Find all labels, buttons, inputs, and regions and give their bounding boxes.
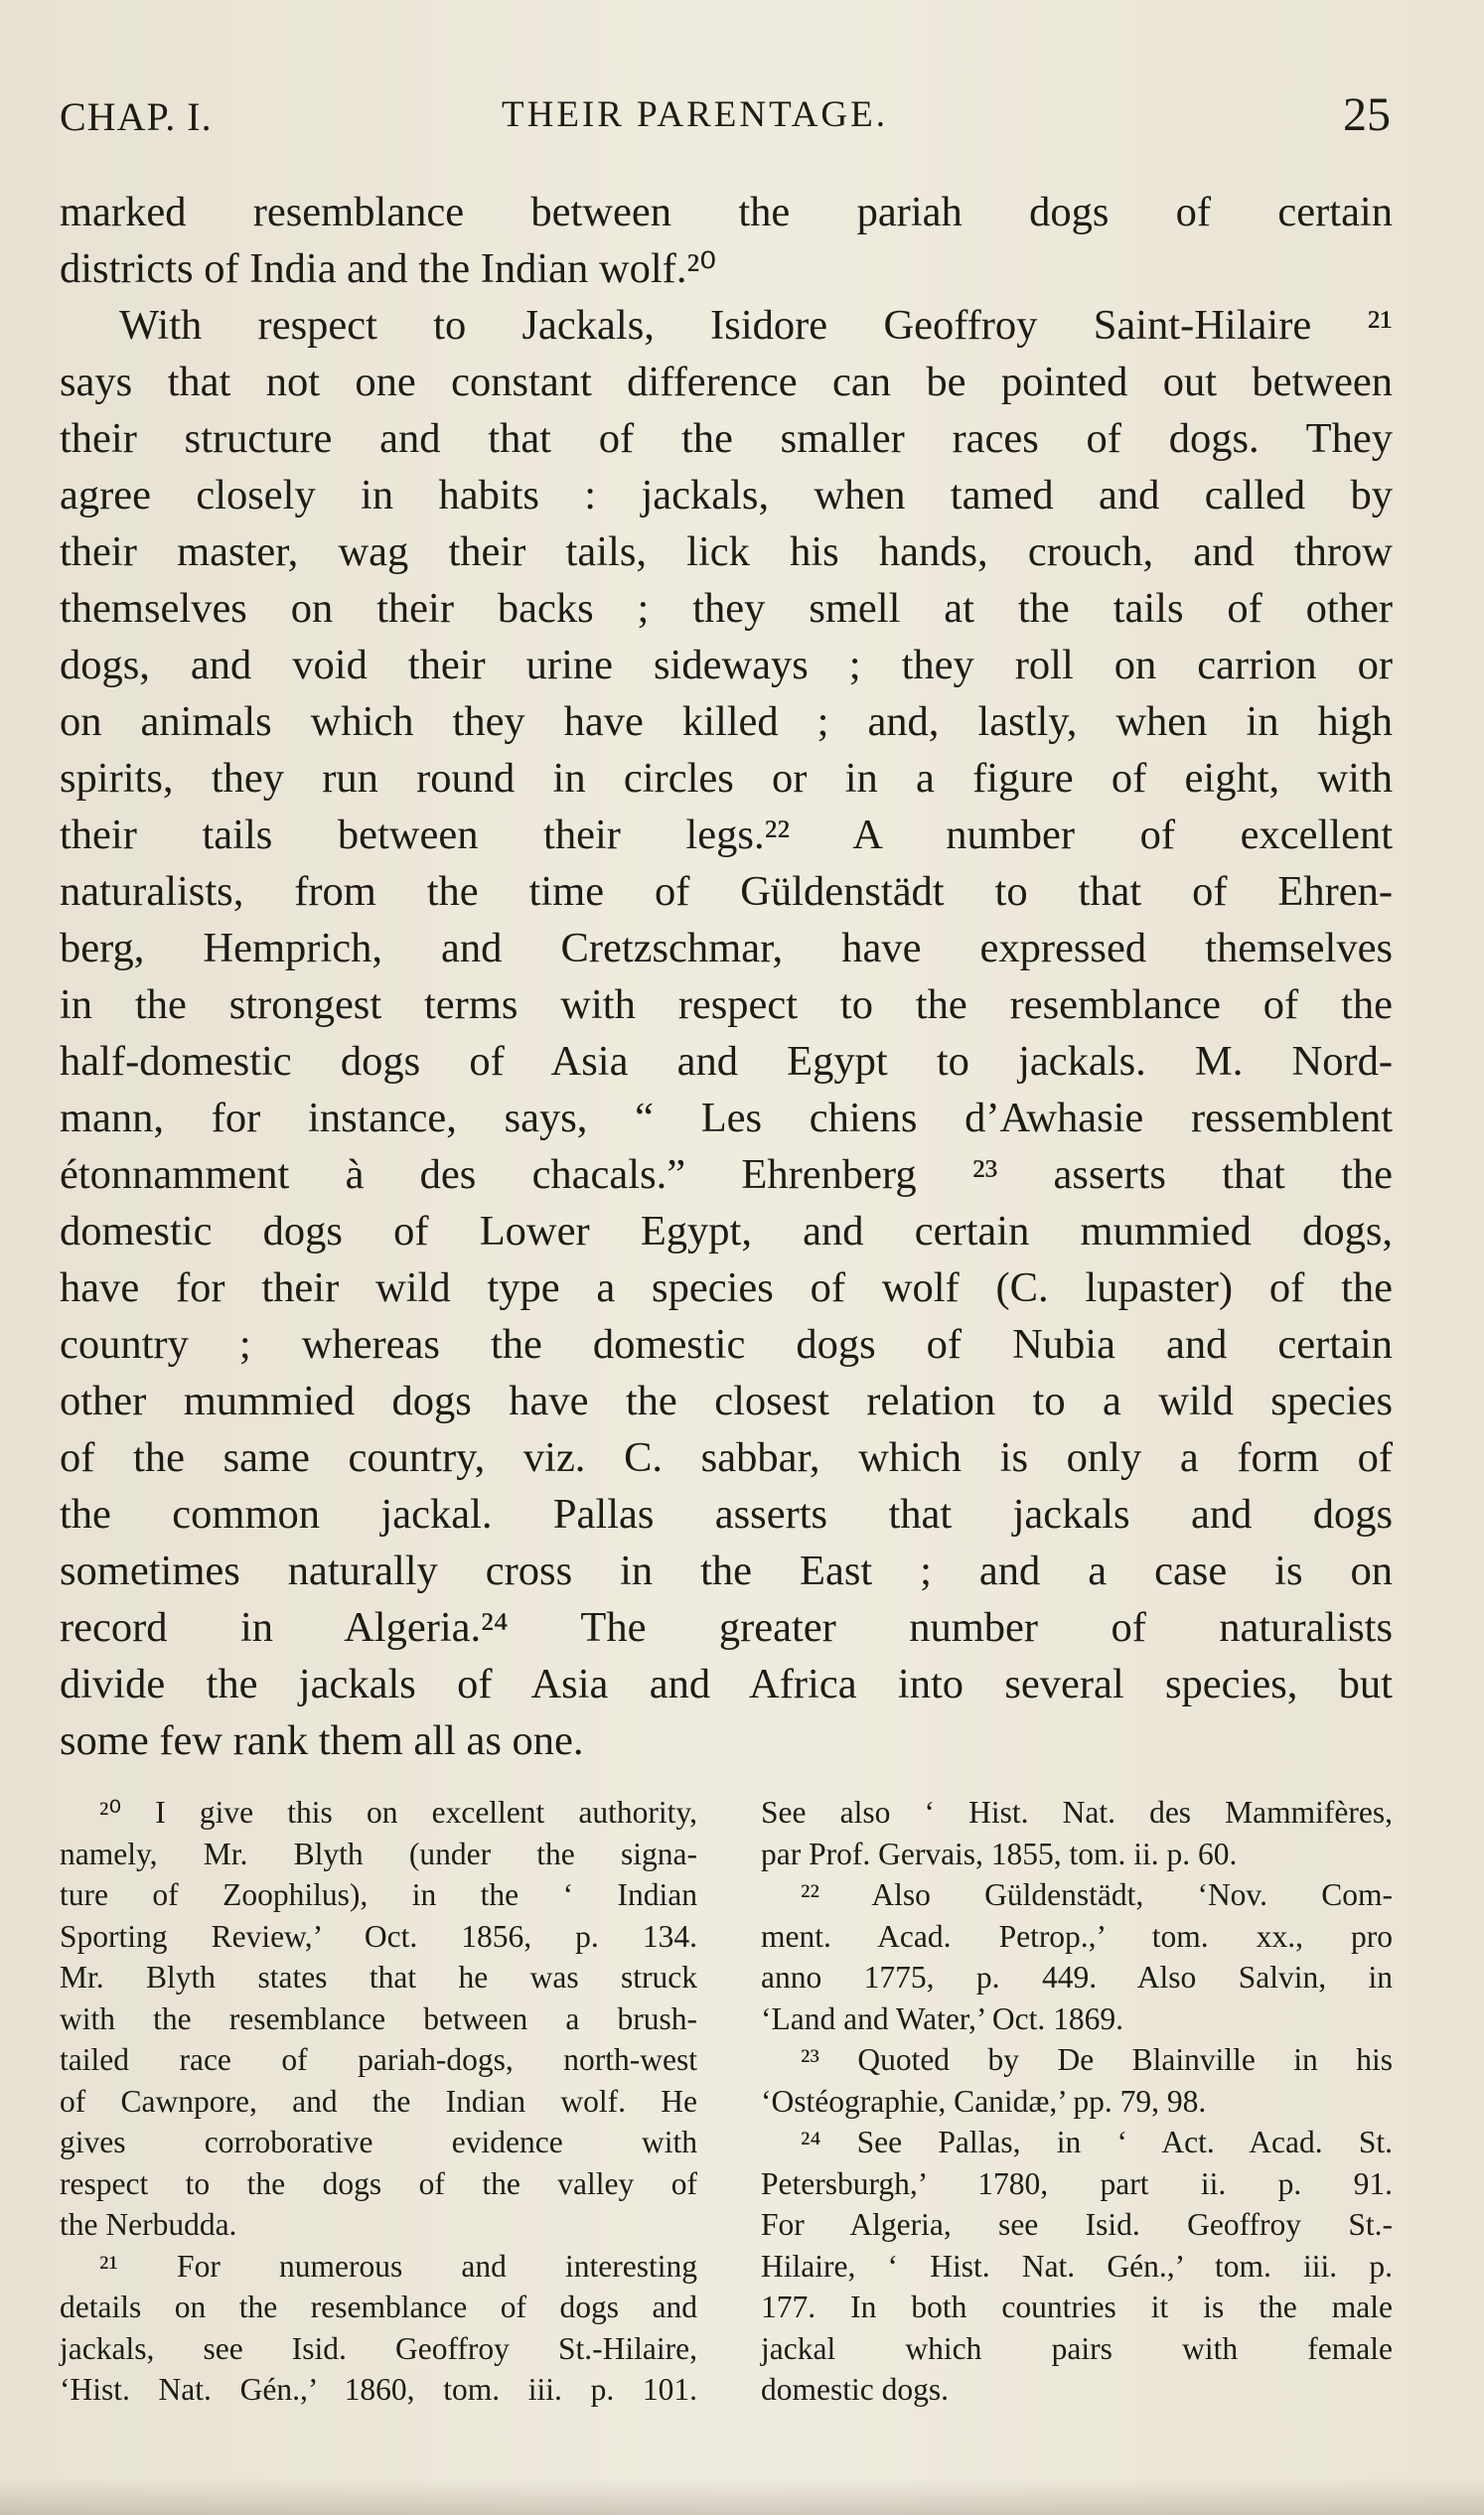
text-line: the common jackal. Pallas asserts that jackals and dogs (60, 1491, 1393, 1538)
footnote-line: gives corroborative evidence with (60, 2125, 697, 2159)
footnote-line: Sporting Review,’ Oct. 1856, p. 134. (60, 1918, 697, 1954)
footnotes-left-column (60, 1792, 697, 2411)
footnote-line: ‘Hist. Nat. Gén.,’ 1860, tom. iii. p. 101. (60, 2372, 697, 2407)
text-line: sometimes naturally cross in the East ; and a case is on (60, 1548, 1393, 1594)
footnote-line: of Cawnpore, and the Indian wolf. He (60, 2083, 697, 2119)
footnote-line: ‘Ostéographie, Canidæ,’ pp. 79, 98. (761, 2083, 1207, 2119)
footnote-line: par Prof. Gervais, 1855, tom. ii. p. 60. (761, 1836, 1238, 1871)
text-line: their master, wag their tails, lick his hands, crouch, and throw (60, 528, 1393, 575)
footnote-line: Petersburgh,’ 1780, part ii. p. 91. (761, 2165, 1393, 2201)
footnote-line: the Nerbudda. (60, 2207, 237, 2242)
text-line: have for their wild type a species of wolf (C. lupaster) of the (60, 1264, 1393, 1311)
text-line: their tails between their legs.²² A number of excellent (60, 812, 1393, 858)
footnote-line: with the resemblance between a brush- (60, 2000, 697, 2036)
footnote-line: ²¹ For numerous and interesting (99, 2248, 697, 2284)
text-line: With respect to Jackals, Isidore Geoffroy Saint-Hilaire ²¹ (119, 302, 1393, 349)
chapter-label: CHAP. I. (60, 94, 213, 139)
text-line: of the same country, viz. C. sabbar, which is only a form of (60, 1434, 1393, 1481)
text-line: domestic dogs of Lower Egypt, and certain mummied dogs, (60, 1208, 1393, 1255)
text-line: half-domestic dogs of Asia and Egypt to jackals. M. Nord- (60, 1038, 1393, 1085)
footnote-line: Mr. Blyth states that he was struck (60, 1960, 697, 1995)
footnote-line: domestic dogs. (761, 2372, 949, 2407)
text-line: their structure and that of the smaller races of dogs. They (60, 415, 1393, 462)
running-title: THEIR PARENTAGE. (502, 94, 889, 135)
footnote-line: ²⁰ I give this on excellent authority, (99, 1795, 697, 1830)
footnote-line: details on the resemblance of dogs and (60, 2290, 697, 2324)
footnote-line: See also ‘ Hist. Nat. des Mammifères, (761, 1795, 1393, 1830)
text-line: naturalists, from the time of Güldenstädt to that of Ehren- (60, 868, 1393, 915)
footnote-line: ment. Acad. Petrop.,’ tom. xx., pro (761, 1918, 1393, 1954)
text-line: marked resemblance between the pariah dogs of certain (60, 189, 1393, 235)
footnote-line: 177. In both countries it is the male (761, 2290, 1393, 2324)
footnotes-right-column (761, 1792, 1393, 2411)
text-line: mann, for instance, says, “ Les chiens d’Awhasie ressemblent (60, 1095, 1393, 1141)
text-line: themselves on their backs ; they smell at the tails of other (60, 585, 1393, 632)
text-line: says that not one constant difference can be pointed out between (60, 359, 1393, 405)
footnote-line: ²² Also Güldenstädt, ‘Nov. Com- (801, 1877, 1393, 1912)
text-line: agree closely in habits : jackals, when tamed and called by (60, 472, 1393, 518)
footnote-line: jackals, see Isid. Geoffroy St.-Hilaire, (60, 2330, 697, 2366)
text-line: dogs, and void their urine sideways ; they roll on carrion or (60, 642, 1393, 688)
footnote-line: namely, Mr. Blyth (under the signa- (60, 1836, 697, 1871)
page-number: 25 (1343, 88, 1391, 141)
footnote-line: ture of Zoophilus), in the ‘ Indian (60, 1877, 697, 1912)
footnote-line: jackal which pairs with female (761, 2330, 1393, 2366)
footnote-line: anno 1775, p. 449. Also Salvin, in (761, 1960, 1393, 1995)
text-line: other mummied dogs have the closest relation to a wild species (60, 1378, 1393, 1424)
footnote-line: ‘Land and Water,’ Oct. 1869. (761, 2000, 1124, 2036)
text-line: districts of India and the Indian wolf.²⁰ (60, 245, 717, 292)
footnote-line: ²⁴ See Pallas, in ‘ Act. Acad. St. (801, 2125, 1393, 2159)
text-line: country ; whereas the domestic dogs of Nubia and certain (60, 1321, 1393, 1368)
text-line: some few rank them all as one. (60, 1717, 584, 1764)
footnote-line: Hilaire, ‘ Hist. Nat. Gén.,’ tom. iii. p. (761, 2248, 1393, 2284)
footnote-line: tailed race of pariah-dogs, north-west (60, 2042, 697, 2077)
running-head (60, 87, 1391, 147)
page-edge-shadow (0, 2479, 1484, 2515)
text-line: berg, Hemprich, and Cretzschmar, have expressed themselves (60, 925, 1393, 971)
footnote-line: ²³ Quoted by De Blainville in his (801, 2042, 1393, 2077)
text-line: record in Algeria.²⁴ The greater number of naturalists (60, 1604, 1393, 1651)
text-line: divide the jackals of Asia and Africa into several species, but (60, 1661, 1393, 1707)
footnote-line: For Algeria, see Isid. Geoffroy St.- (761, 2207, 1393, 2242)
footnote-line: respect to the dogs of the valley of (60, 2165, 697, 2201)
main-text (60, 184, 1393, 1769)
text-line: étonnamment à des chacals.” Ehrenberg ²³ asserts that the (60, 1151, 1393, 1198)
text-line: in the strongest terms with respect to the resemblance of the (60, 981, 1393, 1028)
text-line: spirits, they run round in circles or in a figure of eight, with (60, 755, 1393, 802)
text-line: on animals which they have killed ; and, lastly, when in high (60, 698, 1393, 745)
